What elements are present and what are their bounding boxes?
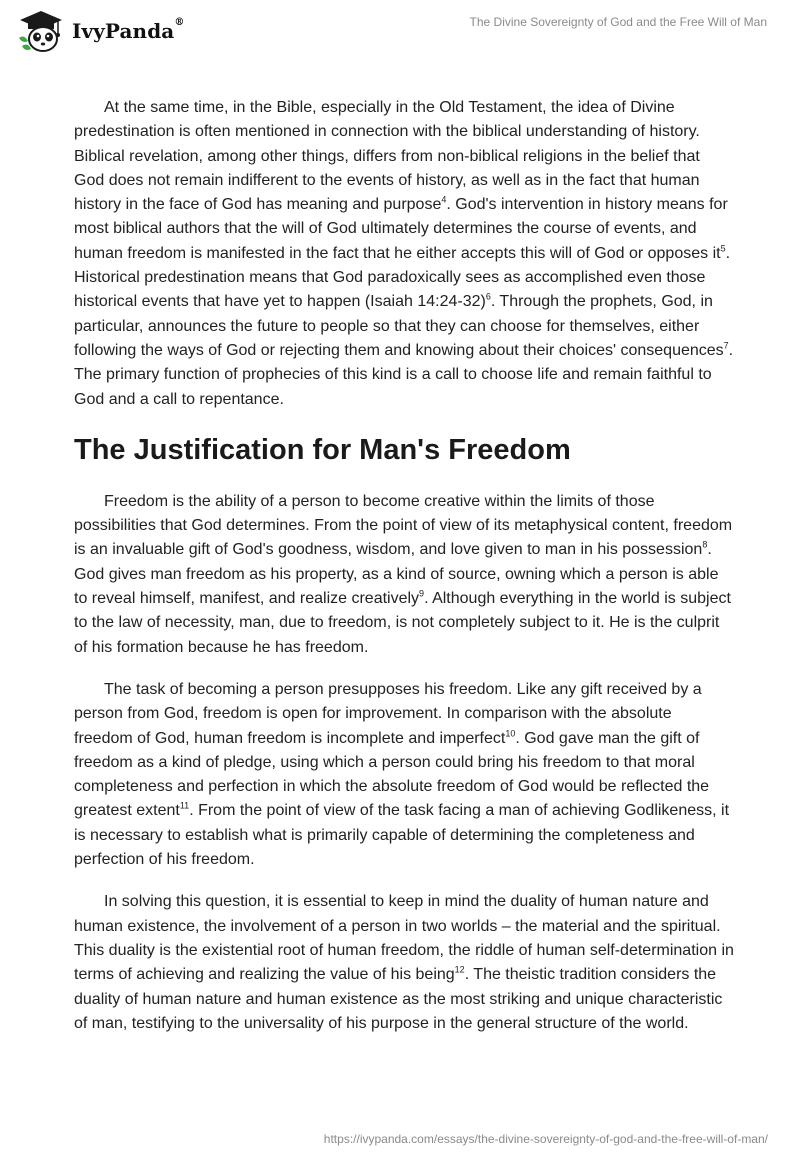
footnote-ref[interactable]: 11 [179,801,190,812]
brand-name: IvyPanda® [72,17,185,43]
paragraph-text: Freedom is the ability of a person to become creative within the limits of those possibilities that God determines. From the point of view of its metaphysical content, freedom is an invaluable gift of God's goodness, wisdom, and love given to man in his possession [74,492,733,559]
footnote-ref[interactable]: 9 [419,588,425,599]
body-paragraph [74,678,734,872]
body-paragraph [74,890,734,1036]
paragraphs-bottom [74,490,734,1036]
body-paragraph [74,490,734,660]
essay-content [74,96,734,1054]
paragraph-text: . Historical predestination means that God paradoxically sees as accomplished even those historical events that have yet to happen (Isaiah 14:24-32) [74,244,731,311]
footnote-ref[interactable]: 8 [702,540,708,551]
body-paragraph [74,96,734,412]
panda-graduate-icon [16,8,66,54]
footnote-ref[interactable]: 6 [485,292,491,303]
document-title: The Divine Sovereignty of God and the Free Will of Man [469,15,767,29]
paragraph-text: . Although everything in the world is subject to the law of necessity, man, due to freedom, is not completely subject to it. He is the culprit of his formation because he has freedom. [74,590,731,656]
paragraph-text: . God gave man the gift of freedom as a kind of pledge, using which a person could bring his freedom to that moral completeness and perfection in which the absolute freedom of God would be reflected the greatest extent [74,729,710,820]
paragraph-text: At the same time, in the Bible, especially in the Old Testament, the idea of Divine predestination is often mentioned in connection with the biblical understanding of history. Biblical revelation, among other things, differs from non-biblical religions in the belief that God does not remain indifferent to the events of history, as well as in the fact that human history in the face of God has meaning and purpose [74,99,700,214]
registered-mark: ® [174,17,185,28]
source-url[interactable]: https://ivypanda.com/essays/the-divine-sovereignty-of-god-and-the-free-will-of-man/ [323,1132,768,1146]
footnote-ref[interactable]: 4 [441,194,447,205]
paragraphs-top [74,96,734,412]
section-heading: The Justification for Man's Freedom [74,433,571,466]
footnote-ref[interactable]: 10 [505,728,516,739]
paragraph-text: The task of becoming a person presupposes his freedom. Like any gift received by a person from God, freedom is open for improvement. In comparison with the absolute freedom of God, human freedom is incomplete and imperfect [74,680,702,747]
ivypanda-logo[interactable] [16,8,184,54]
paragraph-text: . God's intervention in history means for most biblical authors that the will of God ultimately determines the course of events, and human freedom is manifested in the fact that he either accepts this will of God or opposes it [74,196,728,262]
paragraph-text: . The theistic tradition considers the duality of human nature and human existence as the most striking and unique characteristic of man, testifying to the universality of his purpose in the general structure of the world. [74,966,723,1032]
page-header [0,0,800,70]
paragraph-text: . From the point of view of the task facing a man of achieving Godlikeness, it is necessary to establish what is primarily capable of determining the completeness and perfection of his freedom. [74,802,730,869]
footnote-ref[interactable]: 7 [723,340,729,351]
paragraph-text: In solving this question, it is essential to keep in mind the duality of human nature and human existence, the involvement of a person in two worlds – the material and the spiritual. This duality is the existential root of human freedom, the riddle of human self-determination in terms of achieving and realizing the value of his being [74,893,734,984]
paragraph-text: . God gives man freedom as his property, as a kind of source, owning which a person is able to reveal himself, manifest, and realize creatively [74,541,719,608]
footnote-ref[interactable]: 12 [454,964,465,975]
paragraph-text: . Through the prophets, God, in particular, announces the future to people so that they can choose for themselves, either following the ways of God or rejecting them and knowing about their choices' consequences [74,293,724,359]
footnote-ref[interactable]: 5 [720,243,726,254]
paragraph-text: . The primary function of prophecies of this kind is a call to choose life and remain faithful to God and a call to repentance. [74,341,734,408]
